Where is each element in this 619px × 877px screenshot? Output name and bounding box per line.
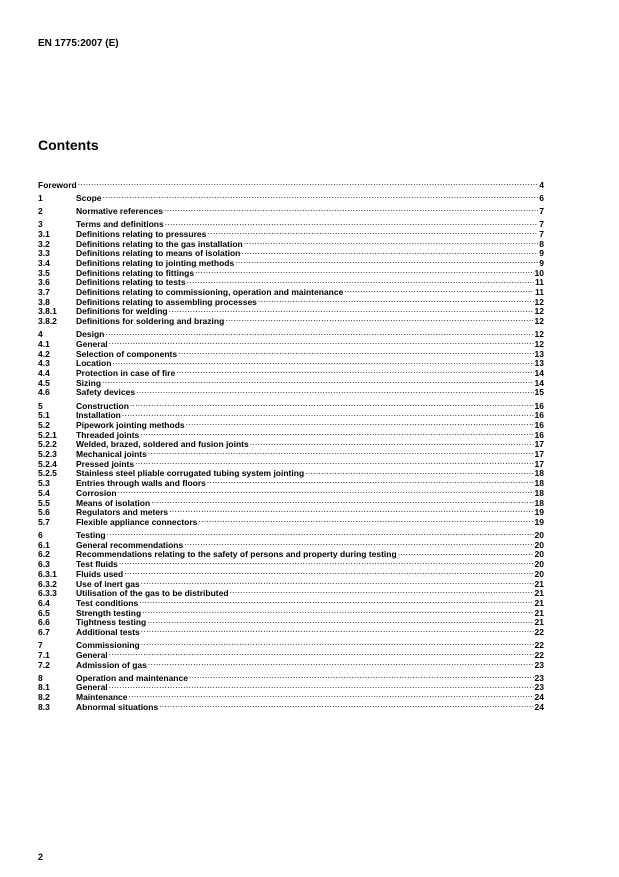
toc-leader-dots — [78, 178, 539, 188]
toc-entry-title: Definitions relating to assembling processes — [76, 297, 257, 307]
toc-entry-number: 4 — [38, 329, 43, 340]
toc-entry-page: 12 — [534, 339, 544, 349]
toc-entry-page: 20 — [534, 559, 544, 570]
toc-leader-dots — [235, 256, 538, 266]
toc-entry-title: Utilisation of the gas to be distributed — [76, 589, 229, 599]
toc-entry-title: Safety devices — [76, 388, 136, 398]
toc-entry-title: Definitions for soldering and brazing — [76, 317, 225, 327]
toc-entry-title: Pressed joints — [76, 459, 135, 469]
toc-entry-number: 6.3.2 — [38, 578, 57, 589]
toc-entry[interactable] — [38, 337, 544, 347]
toc-entry-title: Admission of gas — [76, 660, 147, 670]
toc-entry-page: 11 — [535, 287, 544, 298]
toc-leader-dots — [244, 237, 539, 247]
toc-entry-page: 8 — [539, 238, 544, 249]
toc-entry-page: 17 — [534, 458, 544, 469]
toc-entry-page: 21 — [534, 617, 544, 628]
toc-entry-title: Abnormal situations — [76, 702, 159, 712]
toc-leader-dots — [187, 276, 534, 286]
toc-entry-page: 12 — [534, 306, 544, 317]
toc-entry-number: 6.2 — [38, 549, 50, 560]
toc-entry-number: 6.3 — [38, 559, 50, 570]
toc-entry-page: 19 — [534, 516, 544, 527]
toc-leader-dots — [207, 476, 534, 486]
toc-leader-dots — [141, 625, 534, 635]
toc-entry-title: Strength testing — [76, 608, 142, 618]
toc-entry-title: Installation — [76, 411, 121, 421]
toc-entry-number: 5.2.5 — [38, 468, 57, 479]
toc-entry-page: 16 — [534, 420, 544, 430]
toc-entry-page: 23 — [534, 659, 544, 670]
toc-leader-dots — [344, 285, 534, 295]
toc-entry-number: 5.4 — [38, 487, 50, 498]
toc-entry-title: Definitions for welding — [76, 307, 168, 317]
toc-leader-dots — [112, 357, 533, 367]
toc-entry-page: 7 — [539, 219, 544, 230]
toc-entry[interactable] — [38, 357, 544, 367]
table-of-contents — [38, 178, 544, 710]
toc-leader-dots — [198, 515, 533, 525]
toc-entry-page: 15 — [534, 387, 544, 398]
toc-leader-dots — [109, 681, 534, 691]
toc-entry-number: 5.7 — [38, 516, 50, 527]
toc-entry-number: 6.3.3 — [38, 588, 57, 599]
toc-leader-dots — [109, 337, 534, 347]
toc-entry-number: 3.3 — [38, 248, 50, 259]
toc-leader-dots — [102, 376, 534, 386]
toc-entry-page: 22 — [534, 626, 544, 637]
toc-entry-page: 13 — [534, 358, 544, 369]
toc-entry-page: 21 — [534, 588, 544, 599]
toc-leader-dots — [140, 428, 533, 438]
toc-entry-number: 1 — [38, 192, 43, 203]
toc-entry[interactable] — [38, 658, 544, 668]
toc-leader-dots — [124, 567, 533, 577]
toc-entry-number: 6.1 — [38, 539, 50, 550]
toc-entry-page: 7 — [539, 206, 544, 217]
toc-entry-page: 17 — [534, 449, 544, 460]
toc-entry-title: Scope — [76, 193, 102, 203]
toc-entry[interactable] — [38, 218, 544, 228]
toc-leader-dots — [107, 528, 534, 538]
toc-entry-number: 3.5 — [38, 267, 50, 278]
toc-leader-dots — [165, 218, 539, 228]
toc-entry-page: 14 — [534, 368, 544, 379]
toc-entry-number: 7 — [38, 640, 43, 651]
toc-entry-page: 13 — [534, 348, 544, 359]
toc-leader-dots — [159, 700, 533, 710]
toc-entry-number: 4.1 — [38, 339, 50, 349]
toc-entry-page: 21 — [534, 607, 544, 618]
toc-entry-number: 3.6 — [38, 277, 50, 288]
toc-entry-number: 3 — [38, 219, 43, 230]
toc-leader-dots — [151, 496, 533, 506]
toc-entry-page: 22 — [534, 649, 544, 660]
toc-leader-dots — [398, 548, 534, 558]
toc-entry-page: 24 — [534, 701, 544, 712]
toc-leader-dots — [305, 467, 533, 477]
toc-entry-number: 8.1 — [38, 682, 50, 693]
toc-entry[interactable] — [38, 376, 544, 386]
toc-entry-title: Definitions relating to fittings — [76, 268, 195, 278]
toc-entry-number: 5.2.1 — [38, 429, 57, 440]
toc-entry[interactable] — [38, 538, 544, 548]
toc-entry-number: 3.7 — [38, 287, 50, 298]
toc-entry-title: Flexible appliance connectors — [76, 517, 198, 527]
toc-leader-dots — [164, 204, 538, 214]
toc-leader-dots — [176, 366, 533, 376]
toc-entry-title: Definitions relating to tests — [76, 278, 186, 288]
toc-entry-number: 4.3 — [38, 358, 50, 369]
document-header-id: EN 1775:2007 (E) — [38, 38, 119, 49]
toc-entry-page: 20 — [534, 568, 544, 579]
toc-entry-number: 7.2 — [38, 659, 50, 670]
toc-entry-title: Construction — [76, 401, 129, 411]
toc-entry-number: 5.3 — [38, 478, 50, 489]
toc-entry[interactable] — [38, 178, 544, 188]
toc-entry-number: 3.8.2 — [38, 316, 57, 327]
toc-entry[interactable] — [38, 328, 544, 338]
toc-entry-number: 8 — [38, 672, 43, 683]
toc-entry[interactable] — [38, 399, 544, 409]
toc-entry-title: Means of isolation — [76, 498, 151, 508]
toc-entry-number: 4.6 — [38, 387, 50, 398]
toc-entry-title: Terms and definitions — [76, 220, 164, 230]
toc-entry[interactable] — [38, 347, 544, 357]
toc-entry-page: 20 — [534, 539, 544, 550]
toc-entry-title: General — [76, 340, 108, 349]
toc-entry-number: 3.8.1 — [38, 306, 57, 317]
toc-leader-dots — [118, 486, 534, 496]
toc-entry-number: 6.3.1 — [38, 568, 57, 579]
toc-entry-title: Test conditions — [76, 598, 139, 608]
toc-entry-number: 4.2 — [38, 348, 50, 359]
toc-entry-title: Corrosion — [76, 488, 117, 498]
toc-entry-number: 5 — [38, 400, 43, 411]
toc-leader-dots — [141, 638, 534, 648]
toc-entry-title: Additional tests — [76, 627, 140, 637]
toc-entry-title: Normative references — [76, 207, 163, 217]
toc-leader-dots — [136, 386, 533, 396]
toc-entry-title: Testing — [76, 531, 106, 541]
toc-leader-dots — [195, 266, 533, 276]
toc-entry-number: 8.2 — [38, 692, 50, 703]
toc-leader-dots — [142, 606, 533, 616]
toc-leader-dots — [141, 577, 534, 587]
toc-entry-title: Definitions relating to commissioning, operation and maintenance — [76, 288, 344, 298]
toc-entry-number: 2 — [38, 206, 43, 217]
toc-leader-dots — [103, 191, 539, 201]
toc-leader-dots — [129, 690, 534, 700]
toc-leader-dots — [147, 616, 533, 626]
toc-entry-title: General — [76, 683, 108, 693]
toc-entry-title: Pipework jointing methods — [76, 421, 185, 430]
toc-entry-number: 6.6 — [38, 617, 50, 628]
toc-leader-dots — [122, 409, 534, 419]
toc-entry-title: Test fluids — [76, 560, 118, 570]
toc-entry-page: 16 — [534, 410, 544, 421]
toc-entry-page: 11 — [535, 277, 544, 288]
page-number: 2 — [38, 852, 44, 862]
toc-entry-title: Location — [76, 359, 112, 369]
toc-entry-page: 18 — [534, 478, 544, 489]
toc-entry-title: General — [76, 650, 108, 660]
toc-entry-number: 7.1 — [38, 649, 50, 660]
toc-entry-page: 23 — [534, 672, 544, 683]
contents-heading: Contents — [38, 137, 99, 153]
toc-leader-dots — [148, 447, 534, 457]
toc-entry-page: 4 — [539, 179, 544, 190]
toc-entry-number: 6.7 — [38, 626, 50, 637]
toc-entry-page: 21 — [534, 597, 544, 608]
toc-entry[interactable] — [38, 638, 544, 651]
toc-entry-page: 16 — [534, 429, 544, 440]
toc-leader-dots — [207, 227, 538, 237]
toc-leader-dots — [148, 658, 534, 668]
toc-entry-title: Tightness testing — [76, 618, 147, 628]
toc-leader-dots — [105, 328, 533, 338]
toc-entry-number: 6.4 — [38, 597, 50, 608]
toc-entry[interactable] — [38, 386, 544, 396]
toc-entry-page: 18 — [534, 497, 544, 508]
toc-entry-page: 22 — [534, 640, 544, 651]
toc-entry-title: Commissioning — [76, 641, 140, 651]
toc-entry[interactable] — [38, 528, 544, 541]
toc-leader-dots — [169, 506, 533, 516]
toc-entry[interactable] — [38, 204, 544, 217]
toc-entry-title: Operation and maintenance — [76, 673, 188, 683]
toc-entry-page: 6 — [539, 192, 544, 203]
toc-leader-dots — [258, 295, 534, 305]
toc-entry-title: General recommendations — [76, 540, 184, 550]
toc-entry-page: 19 — [534, 507, 544, 518]
toc-entry-page: 18 — [534, 468, 544, 479]
toc-entry-page: 18 — [534, 487, 544, 498]
toc-entry[interactable] — [38, 648, 544, 658]
toc-entry-title: Maintenance — [76, 693, 128, 703]
toc-entry-number: 3.8 — [38, 296, 50, 307]
toc-entry-title: Definitions relating to the gas installation — [76, 239, 243, 249]
toc-entry-number: 5.6 — [38, 507, 50, 518]
toc-entry-page: 14 — [534, 377, 544, 388]
toc-entry-number: 3.2 — [38, 238, 50, 249]
toc-entry-title: Recommendations relating to the safety of persons and property during testing — [76, 550, 397, 560]
toc-leader-dots — [250, 438, 534, 448]
toc-entry-title: Regulators and meters — [76, 508, 169, 518]
toc-entry-title: Welded, brazed, soldered and fusion joints — [76, 440, 249, 450]
toc-leader-dots — [119, 557, 534, 567]
toc-entry-number: 3.1 — [38, 228, 50, 239]
toc-entry-page: 16 — [534, 400, 544, 411]
toc-entry-page: 12 — [534, 329, 544, 340]
toc-leader-dots — [139, 596, 533, 606]
toc-leader-dots — [230, 587, 534, 597]
toc-entry[interactable] — [38, 690, 544, 703]
toc-entry-title: Definitions relating to pressures — [76, 229, 207, 239]
toc-entry-page: 7 — [539, 228, 544, 239]
toc-entry-number: 6 — [38, 530, 43, 541]
toc-leader-dots — [130, 399, 534, 409]
toc-leader-dots — [184, 538, 533, 548]
toc-entry-page: 12 — [534, 296, 544, 307]
toc-entry[interactable] — [38, 191, 544, 201]
toc-entry-number: 4.4 — [38, 368, 50, 379]
toc-leader-dots — [169, 305, 534, 315]
toc-entry[interactable] — [38, 681, 544, 691]
toc-entry-number: 4.5 — [38, 377, 50, 388]
toc-entry-page: 10 — [534, 267, 544, 278]
toc-entry-number: 8.3 — [38, 701, 50, 712]
toc-leader-dots — [225, 314, 533, 324]
toc-entry-page: 17 — [534, 439, 544, 450]
toc-entry-page: 24 — [534, 692, 544, 703]
toc-leader-dots — [241, 247, 538, 257]
toc-entry-title: Use of inert gas — [76, 579, 140, 589]
toc-entry-title: Definitions relating to means of isolation — [76, 249, 241, 259]
toc-entry-page: 9 — [539, 258, 544, 268]
toc-entry-page: 23 — [534, 682, 544, 693]
toc-entry-page: 12 — [534, 316, 544, 327]
toc-entry[interactable] — [38, 671, 544, 681]
toc-entry[interactable] — [38, 366, 544, 379]
toc-entry-page: 20 — [534, 549, 544, 560]
toc-entry-number: 5.2 — [38, 420, 50, 430]
toc-entry-title: Selection of components — [76, 349, 178, 359]
toc-entry-page: 21 — [534, 578, 544, 589]
toc-entry-title: Entries through walls and floors — [76, 479, 206, 489]
toc-leader-dots — [109, 648, 534, 658]
toc-entry-title: Foreword — [38, 180, 77, 190]
toc-entry-title: Design — [76, 330, 105, 340]
toc-leader-dots — [178, 347, 533, 357]
toc-entry-title: Mechanical joints — [76, 450, 147, 460]
toc-leader-dots — [186, 418, 534, 428]
toc-entry-title: Stainless steel pliable corrugated tubing system jointing — [76, 469, 305, 479]
toc-entry-title: Sizing — [76, 378, 102, 388]
toc-entry-number: 5.2.4 — [38, 458, 57, 469]
toc-leader-dots — [189, 671, 534, 681]
toc-entry-number: 3.4 — [38, 258, 50, 268]
toc-entry-title: Protection in case of fire — [76, 369, 176, 379]
toc-leader-dots — [135, 457, 533, 467]
toc-entry-title: Definitions relating to jointing methods — [76, 259, 235, 268]
toc-entry-page: 9 — [539, 248, 544, 259]
toc-entry-page: 20 — [534, 530, 544, 541]
toc-entry-number: 6.5 — [38, 607, 50, 618]
toc-entry-number: 5.2.3 — [38, 449, 57, 460]
toc-entry-number: 5.2.2 — [38, 439, 57, 450]
toc-entry-number: 5.1 — [38, 410, 50, 421]
toc-entry-number: 5.5 — [38, 497, 50, 508]
toc-entry-title: Fluids used — [76, 569, 124, 579]
toc-entry-title: Threaded joints — [76, 430, 140, 440]
